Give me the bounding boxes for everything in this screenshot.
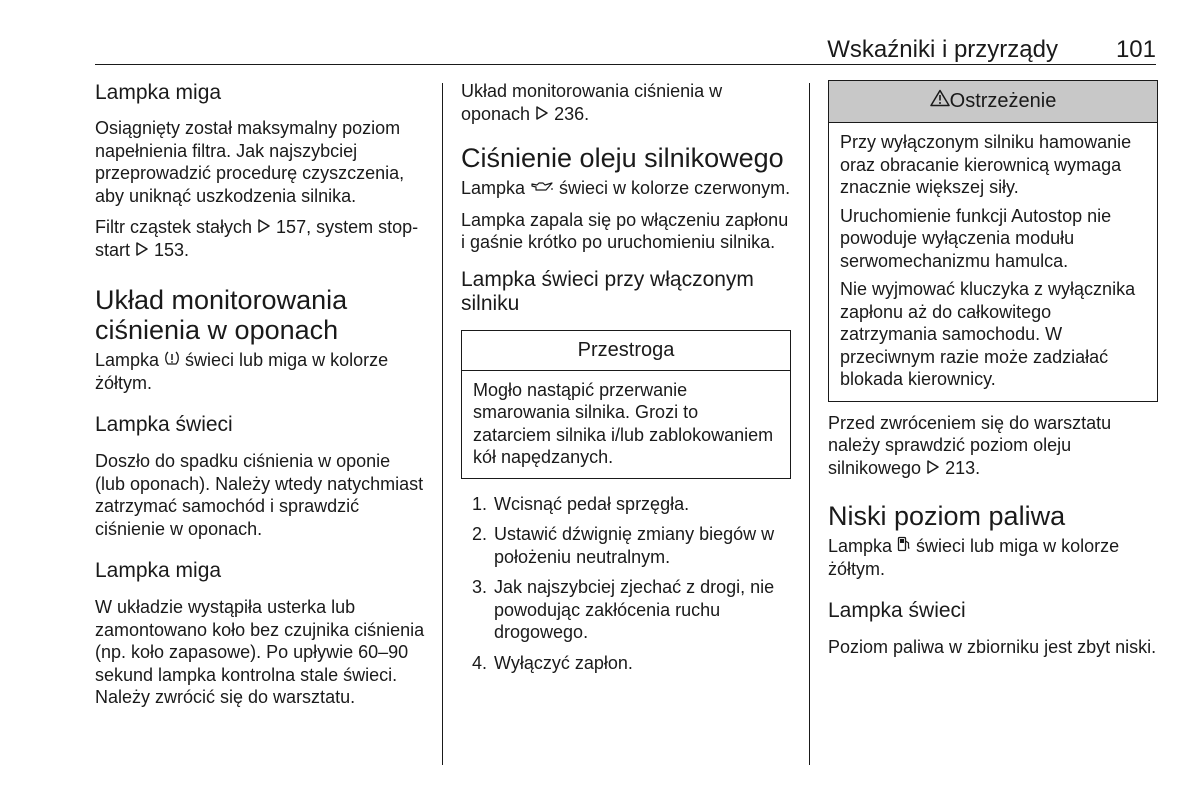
heading-fuel-lamp-lit: Lampka świeci [828,599,966,622]
oil-can-icon [530,180,554,194]
page-reference-arrow-icon [535,106,549,120]
caution-box [461,330,791,479]
paragraph-pressure-drop: Doszło do spadku ciśnienia w oponie (lub oponach). Należy wtedy natychmiast zatrzymać samochód i sprawdzić ciśnienie w oponach. [95,451,424,539]
column-right [828,80,1158,668]
paragraph-filter-refs: Filtr cząstek stałych 157, system stop-start 153. [95,217,419,260]
paragraph-tpms-ref: Układ monitorowania ciśnienia w oponach 236. [461,81,723,124]
section-title: Wskaźniki i przyrządy [827,36,1058,63]
page-reference-arrow-icon [135,242,149,256]
paragraph-fuel-low: Poziom paliwa w zbiorniku jest zbyt niski. [828,637,1157,657]
list-item: 3. Jak najszybciej zjechać z drogi, nie powodując zakłócenia ruchu drogowego. [472,577,775,642]
list-item: 4. Wyłączyć zapłon. [472,652,633,673]
list-item: 1. Wcisnąć pedał sprzęgła. [472,493,690,514]
heading-lamp-lit: Lampka świeci [95,413,233,436]
column-middle [461,80,791,682]
paragraph-oil-lamp-start: Lampka zapala się po włączeniu zapłonu i gaśnie krótko po uruchomieniu silnika. [461,209,789,252]
warning-title: Ostrzeżenie [949,90,1057,112]
paragraph-workshop: Przed zwróceniem się do warsztatu należy sprawdzić poziom oleju silnikowego 213. [828,412,1112,478]
heading-lamp-blinking: Lampka miga [95,81,222,104]
warning-header [829,81,1157,123]
column-divider-left [442,83,443,765]
heading-tpms: Układ monitorowania ciśnienia w oponach [95,285,348,345]
paragraph-oil-lamp: Lampka świeci w kolorze czerwonym. [461,178,791,198]
caution-body [462,370,790,478]
page-reference-arrow-icon [257,219,271,233]
warning-paragraph: Uruchomienie funkcji Autostop nie powoduje wyłączenia modułu serwomechanizmu hamulca. [840,205,1112,271]
page-number: 101 [1115,36,1156,63]
column-divider-right [809,83,810,765]
list-item: 2. Ustawić dźwignię zmiany biegów w położeniu neutralnym. [472,524,775,567]
caution-title: Przestroga [577,338,675,361]
heading-oil-pressure: Ciśnienie oleju silnikowego [461,143,784,173]
column-left [95,80,425,718]
heading-lamp-running: Lampka świeci przy włączonym silniku [461,267,754,315]
warning-triangle-icon [930,89,950,107]
warning-paragraph: Przy wyłączonym silniku hamowanie oraz obracanie kierownicą wymaga znacznie większej siły. [840,132,1132,197]
paragraph-tpms: Lampka świeci lub miga w kolorze żółtym. [95,350,389,393]
heading-lamp-blinking-2: Lampka miga [95,559,222,582]
warning-box [828,80,1158,402]
paragraph-fuel-lamp: Lampka świeci lub miga w kolorze żółtym. [828,536,1120,579]
page-header [95,34,1156,65]
page-reference-arrow-icon [926,460,940,474]
caution-text: Mogło nastąpić przerwanie smarowania silnika. Grozi to zatarciem silnika i/lub zablokowaniem kół napędzanych. [473,379,774,467]
paragraph-filter-full: Osiągnięty został maksymalny poziom napełnienia filtra. Jak najszybciej przeprowadzić procedurę czyszczenia, aby uniknąć uszkodzenia silnika. [95,118,405,206]
warning-paragraph: Nie wyjmować kluczyka z wyłącznika zapłonu aż do całkowitego zatrzymania samochodu. W przeciwnym razie może zadziałać blokada kierownicy. [840,279,1136,389]
fuel-pump-icon [897,536,911,552]
tire-pressure-icon [164,350,180,366]
heading-low-fuel: Niski poziom paliwa [828,501,1066,531]
warning-body [829,123,1157,401]
paragraph-system-fault: W układzie wystąpiła usterka lub zamontowano koło bez czujnika ciśnienia (np. koło zapasowe). Po upływie 60–90 sekund lampka kontrolna stale świeci. Należy zwrócić się do warsztatu. [95,597,425,707]
steps-list [461,493,791,675]
